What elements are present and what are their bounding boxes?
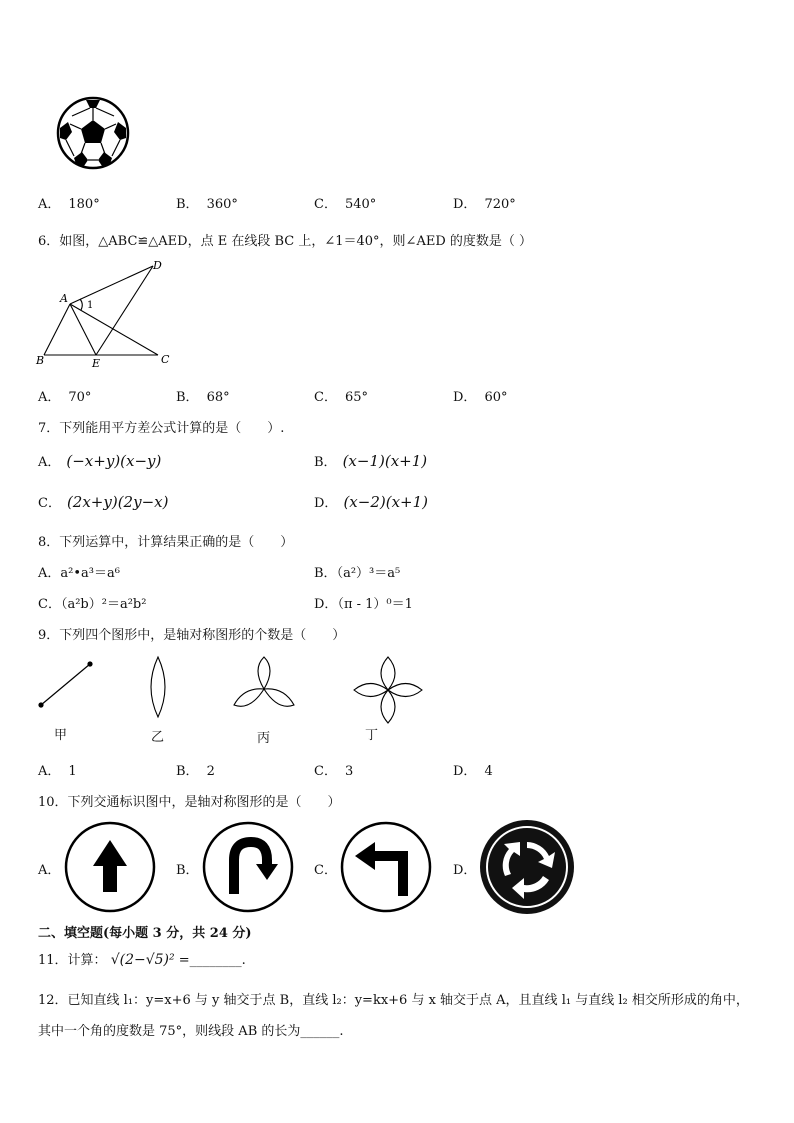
q10-sign-u-turn-icon [201,820,295,914]
q9-figure-lens [146,655,170,719]
q7-option-a: A． (−x+y)(x−y) [38,452,162,470]
q5-option-c: C． 540° [314,197,377,212]
q6-label-d: D [153,259,162,272]
q9-stem: 9．下列四个图形中，是轴对称图形的个数是（ ） [38,628,346,643]
q10-option-c-letter: C． [314,863,337,878]
q9-caption-2: 乙 [151,730,165,745]
q8-option-a: A．a²•a³＝a⁶ [38,566,120,581]
q12-line-2: 其中一个角的度数是 75°，则线段 AB 的长为______. [38,1024,344,1039]
q9-option-d: D． 4 [453,764,493,779]
q8-stem: 8．下列运算中，计算结果正确的是（ ） [38,535,294,550]
q9-caption-3: 丙 [257,731,271,746]
q5-option-d: D． 720° [453,197,516,212]
q6-label-angle-1: 1 [87,300,94,311]
q8-option-b: B．（a²）³＝a⁵ [314,566,401,581]
q12-line-1: 12．已知直线 l₁：y=x+6 与 y 轴交于点 B，直线 l₂：y=kx+6 与 x 轴交于点 A，且直线 l₁ 与直线 l₂ 相交所形成的角中， [38,993,749,1008]
q9-figure-three-petals [232,655,296,715]
q10-sign-roundabout-icon [478,818,576,916]
q9-figure-line-segment [36,660,96,710]
q7-option-c: C． (2x+y)(2y−x) [38,493,169,511]
q6-option-c: C． 65° [314,390,368,405]
q10-option-d-letter: D． [453,863,477,878]
q9-figure-four-petals [352,655,424,725]
q11-prefix: 11．计算： [38,953,107,968]
soccer-ball-figure [56,96,130,170]
q9-option-a: A． 1 [38,764,77,779]
q6-label-a: A [60,292,68,305]
q5-option-a: A． 180° [38,197,100,212]
q6-option-a: A． 70° [38,390,92,405]
q6-stem: 6．如图，△ABC≌△AED，点 E 在线段 BC 上，∠1＝40°，则∠AED 的度数是（ ） [38,234,533,249]
q7-option-d: D． (x−2)(x+1) [314,493,428,511]
q7-stem: 7．下列能用平方差公式计算的是（ ）. [38,421,285,436]
q9-option-c: C． 3 [314,764,354,779]
q10-stem: 10．下列交通标识图中，是轴对称图形的是（ ） [38,795,341,810]
q6-label-c: C [161,353,170,366]
q9-caption-4: 丁 [365,728,379,743]
q9-option-b: B． 2 [176,764,215,779]
q5-option-b: B． 360° [176,197,238,212]
q11-suffix: =________. [178,953,246,968]
q8-option-c: C．（a²b）²＝a²b² [38,597,147,612]
q10-option-b-letter: B． [176,863,199,878]
q6-label-b: B [36,354,45,367]
q6-triangle-figure [36,258,176,370]
q6-option-d: D． 60° [453,390,508,405]
q11-expression: √(2−√5)² [110,952,175,968]
q8-option-d: D．（π - 1）⁰＝1 [314,597,413,612]
q10-option-a-letter: A． [38,863,61,878]
q11 [38,949,246,968]
q10-sign-up-arrow-icon [63,820,157,914]
q6-option-b: B． 68° [176,390,230,405]
q7-option-b: B． (x−1)(x+1) [314,452,428,470]
q6-label-e: E [92,357,101,370]
section-2-title: 二、填空题(每小题 3 分，共 24 分) [38,926,252,941]
q10-sign-left-turn-icon [339,820,433,914]
q9-caption-1: 甲 [54,728,68,743]
